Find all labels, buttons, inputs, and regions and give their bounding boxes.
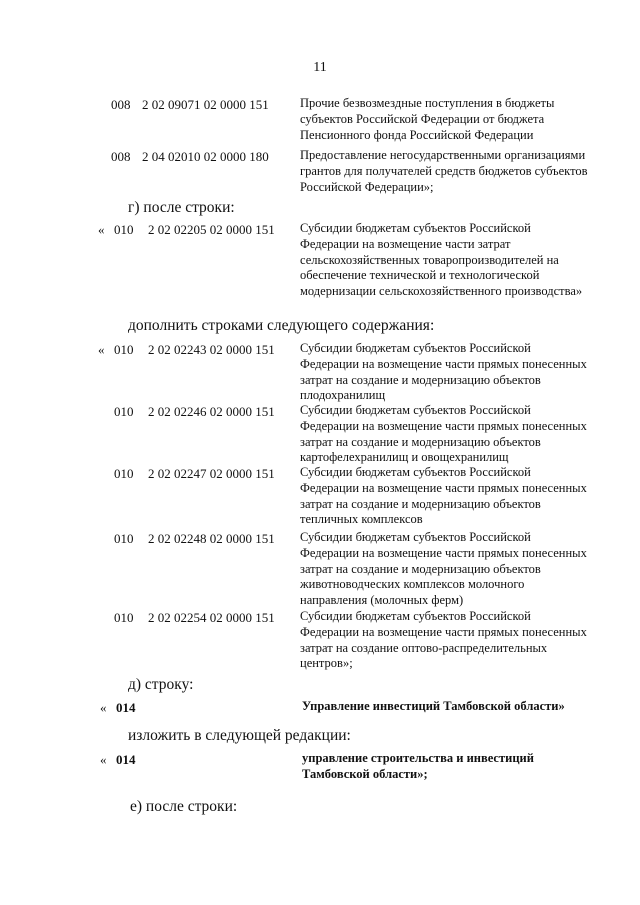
restate-heading: изложить в следующей редакции: <box>128 727 351 744</box>
page-number: 11 <box>313 60 327 75</box>
row-description: Субсидии бюджетам субъектов Российской Федерации на возмещение части затрат сельскохозяйственных товаропроизводителей на обеспечение технической и технологической модернизации сельскохозяйственного производства» <box>300 221 583 299</box>
open-quote: « <box>98 222 105 237</box>
row-code: 2 02 02243 02 0000 151 <box>148 342 275 357</box>
row-description: Субсидии бюджетам субъектов Российской Федерации на возмещение части прямых понесенных затрат на создание и модернизацию объектов плодохранилищ <box>300 341 587 403</box>
row-number: 010 <box>114 610 134 625</box>
supplement-heading: дополнить строками следующего содержания: <box>128 317 435 334</box>
row-number: 008 <box>111 149 131 164</box>
row-number: 010 <box>114 404 134 419</box>
open-quote: « <box>98 342 105 357</box>
section-d-heading: д) строку: <box>128 676 194 693</box>
row-code: 2 04 02010 02 0000 180 <box>142 149 269 164</box>
row-code: 2 02 02246 02 0000 151 <box>148 404 275 419</box>
row-number: 008 <box>111 97 131 112</box>
row-description: управление строительства и инвестиций Тамбовской области»; <box>302 751 534 781</box>
row-number: 014 <box>116 752 136 767</box>
row-code: 2 02 02254 02 0000 151 <box>148 610 275 625</box>
section-g-heading: г) после строки: <box>128 199 235 216</box>
row-code: 2 02 09071 02 0000 151 <box>142 97 269 112</box>
open-quote: « <box>100 700 107 715</box>
row-code: 2 02 02248 02 0000 151 <box>148 531 275 546</box>
row-number: 014 <box>116 700 136 715</box>
row-description: Управление инвестиций Тамбовской области» <box>302 699 565 713</box>
row-description: Субсидии бюджетам субъектов Российской Федерации на возмещение части прямых понесенных затрат на создание и модернизацию объектов картофелехранилищ и овощехранилищ <box>300 403 587 465</box>
section-e-heading: е) после строки: <box>130 798 238 815</box>
row-description: Субсидии бюджетам субъектов Российской Федерации на возмещение части прямых понесенных затрат на создание и модернизацию объектов животноводческих комплексов молочного направления (молочных ферм) <box>300 530 587 608</box>
row-number: 010 <box>114 222 134 237</box>
row-number: 010 <box>114 531 134 546</box>
row-number: 010 <box>114 466 134 481</box>
row-code: 2 02 02247 02 0000 151 <box>148 466 275 481</box>
row-description: Предоставление негосударственными организациями грантов для получателей средств бюджетов субъектов Российской Федерации»; <box>300 148 588 194</box>
row-code: 2 02 02205 02 0000 151 <box>148 222 275 237</box>
row-description: Субсидии бюджетам субъектов Российской Федерации на возмещение части прямых понесенных затрат на создание и модернизацию объектов тепличных комплексов <box>300 465 587 527</box>
row-number: 010 <box>114 342 134 357</box>
row-description: Субсидии бюджетам субъектов Российской Федерации на возмещение части прямых понесенных затрат на создание оптово-распределительных центров»; <box>300 609 587 671</box>
row-description: Прочие безвозмездные поступления в бюджеты субъектов Российской Федерации от бюджета Пенсионного фонда Российской Федерации <box>300 96 555 142</box>
open-quote: « <box>100 752 107 767</box>
